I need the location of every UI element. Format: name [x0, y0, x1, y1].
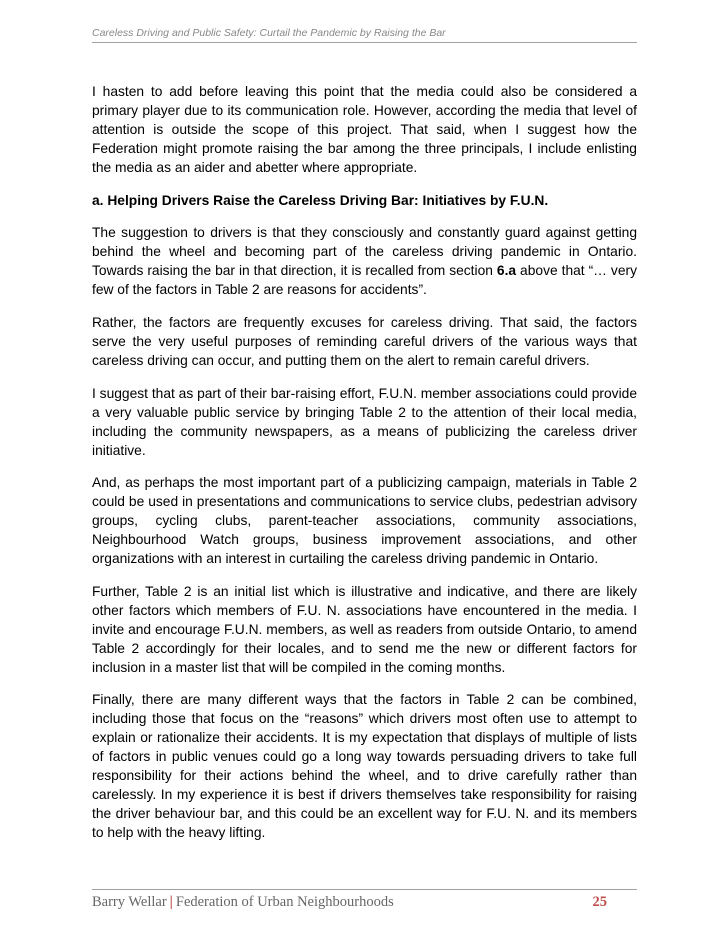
page-footer — [92, 889, 637, 911]
footer-organization: Federation of Urban Neighbourhoods — [175, 894, 394, 910]
footer-separator: | — [169, 894, 173, 910]
paragraph-bar-raising-effort: I suggest that as part of their bar-raising effort, F.U.N. member associations could provide a very valuable public service by bringing Table 2 to the attention of their local media, including the community newspapers, as a means of publicizing the careless driver initiative. — [92, 385, 637, 458]
running-header: Careless Driving and Public Safety: Curtail the Pandemic by Raising the Bar — [92, 27, 637, 43]
paragraph-media-role: I hasten to add before leaving this point that the media could also be considered a primary player due to its communication role. However, according the media that level of attention is outside the scope of this project. That said, when I suggest how the Federation might promote raising the bar among the three principals, I include enlisting the media as an aider and abetter where appropriate. — [92, 84, 637, 175]
paragraph-factors-excuses: Rather, the factors are frequently excuses for careless driving. That said, the factors serve the very useful purposes of reminding careful drivers of the various ways that careless driving can occur, and putting them on the alert to remain careful drivers. — [92, 315, 637, 368]
paragraph-publicizing-campaign: And, as perhaps the most important part of a publicizing campaign, materials in Table 2 could be used in presentations and communications to service clubs, pedestrian advisory groups, cycling clubs, parent-teacher associations, community associations, Neighbourhood Watch groups, business improvement associations, and other organizations with an interest in curtailing the careless driving pandemic in Ontario. — [92, 475, 637, 567]
page-body — [92, 83, 637, 857]
section-heading: a. Helping Drivers Raise the Careless Driving Bar: Initiatives by F.U.N. — [92, 192, 549, 208]
paragraph-initial-list: Further, Table 2 is an initial list which is illustrative and indicative, and there are likely other factors which members of F.U. N. associations have encountered in the media. I invite and encourage F.U.N. members, as well as readers from outside Ontario, to amend Table 2 accordingly for their locales, and to send me the new or different factors for inclusion in a master list that will be compiled in the coming months. — [92, 583, 637, 675]
paragraph-text: above that “… very few of the factors in Table 2 are reasons for accidents”. — [92, 263, 637, 298]
paragraph-combining-factors: Finally, there are many different ways that the factors in Table 2 can be combined, including those that focus on the “reasons” which drivers most often use to attempt to explain or rationalize their accidents. It is my expectation that displays of multiple of lists of factors in public venues could go a long way towards persuading drivers to take full responsibility for their actions behind the wheel, and to drive carefully rather than carelessly. In my experience it is best if drivers themselves take responsibility for raising the driver behaviour bar, and this could be an excellent way for F.U. N. and its members to help with the heavy lifting. — [92, 692, 637, 840]
paragraph-text: The suggestion to drivers is that they consciously and constantly guard against getting behind the wheel and becoming part of the careless driving pandemic in Ontario. Towards raising the bar in that direction, it is recalled from section — [92, 225, 637, 279]
footer-author: Barry Wellar — [92, 894, 167, 910]
page-number: 25 — [592, 894, 607, 910]
paragraph-suggestion-to-drivers — [92, 224, 637, 300]
section-reference: 6.a — [496, 263, 517, 279]
